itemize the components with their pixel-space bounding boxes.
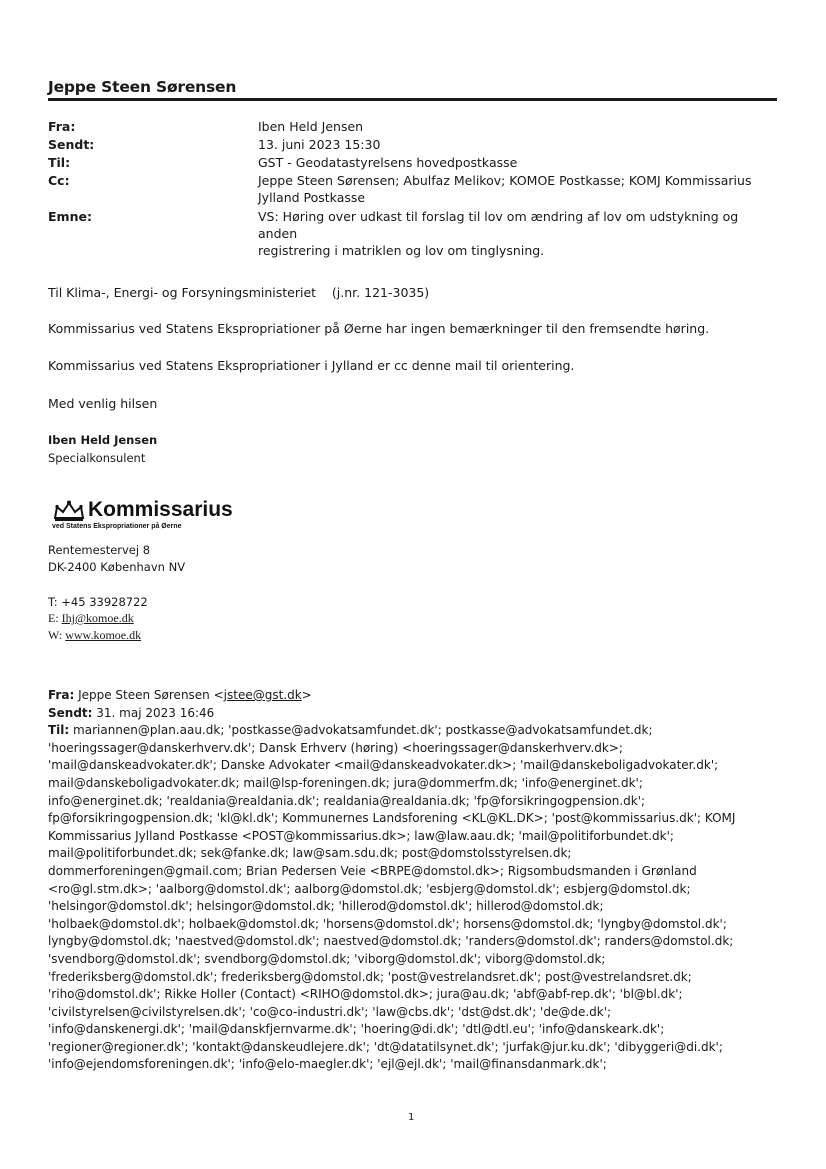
recipient-line: lyngby@domstol.dk; 'naestved@domstol.dk'; naestved@domstol.dk; 'randers@domstol.dk'; randers@domstol.dk; xyxy=(48,934,734,949)
recipient-line: 'riho@domstol.dk'; Rikke Holler (Contact) <RIHO@domstol.dk>; jura@au.dk; 'abf@abf-rep.dk'; 'bl@bl.dk'; xyxy=(48,987,683,1002)
recipient-line: 'frederiksberg@domstol.dk'; frederiksberg@domstol.dk; 'post@vestrelandsret.dk'; post@vestrelandsret.dk; xyxy=(48,969,692,984)
sender-name: Jeppe Steen Sørensen xyxy=(48,78,237,96)
web-link[interactable]: www.komoe.dk xyxy=(65,628,142,642)
subject-value xyxy=(258,208,778,259)
recipient-line: mail@politiforbundet.dk; sek@fanke.dk; law@sam.sdu.dk; post@domstolsstyrelsen.dk; xyxy=(48,846,572,861)
fwd-to-label: Til: xyxy=(48,723,70,738)
recipient-line: 'regioner@regioner.dk'; 'kontakt@danskeudlejere.dk'; 'dt@datatilsynet.dk'; 'jurfak@jur.ku.dk'; 'dibyggeri@di.dk'; xyxy=(48,1039,723,1054)
recipient-line: 'helsingor@domstol.dk'; helsingor@domstol.dk; 'hillerod@domstol.dk'; hillerod@domstol.dk; xyxy=(48,899,604,914)
recipient-line: mail@danskeboligadvokater.dk; mail@lsp-foreningen.dk; jura@dommerfm.dk; 'info@energinet.dk'; xyxy=(48,775,643,790)
web-line xyxy=(48,627,141,644)
body-paragraph-2: Kommissarius ved Statens Ekspropriationer i Jylland er cc denne mail til orientering. xyxy=(48,358,575,373)
recipient-line: 'mail@danskeadvokater.dk'; Danske Advokater <mail@danskeadvokater.dk>; 'mail@danskeboligadvokater.dk'; xyxy=(48,758,719,773)
recipient-line: <ro@gl.stm.dk>; 'aalborg@domstol.dk'; aalborg@domstol.dk; 'esbjerg@domstol.dk'; esbjerg@domstol.dk; xyxy=(48,881,691,896)
cc-row xyxy=(48,172,778,206)
closing-line: Med venlig hilsen xyxy=(48,396,158,411)
to-row xyxy=(48,154,778,171)
sent-row xyxy=(48,136,778,153)
recipient-text: mariannen@plan.aau.dk; 'postkasse@advokatsamfundet.dk'; postkasse@advokatsamfundet.dk; xyxy=(69,723,653,738)
subject-row xyxy=(48,208,778,258)
from-row xyxy=(48,118,778,135)
cc-value xyxy=(258,172,778,206)
recipient-line: Kommissarius Jylland Postkasse <POST@kommissarius.dk>; law@law.aau.dk; 'mail@politiforbundet.dk'; xyxy=(48,828,674,843)
addressee-line: Til Klima-, Energi- og Forsyningsministeriet (j.nr. 121-3035) xyxy=(48,285,430,300)
recipient-line: 'civilstyrelsen@civilstyrelsen.dk'; 'co@co-industri.dk'; 'law@cbs.dk'; 'dst@dst.dk'; 'de@de.dk'; xyxy=(48,1004,612,1019)
fwd-sent-value: 31. maj 2023 16:46 xyxy=(92,705,215,720)
address-street: Rentemestervej 8 xyxy=(48,543,151,557)
from-value: Iben Held Jensen xyxy=(258,119,364,134)
page-number: 1 xyxy=(408,1112,415,1123)
web-prefix: W: xyxy=(48,628,66,642)
fwd-from-email[interactable]: jstee@gst.dk xyxy=(223,688,302,702)
recipient-line: 'holbaek@domstol.dk'; holbaek@domstol.dk; 'horsens@domstol.dk'; horsens@domstol.dk; 'lyngby@domstol.dk'; xyxy=(48,916,727,931)
cc-line-1: Jeppe Steen Sørensen; Abulfaz Melikov; KOMOE Postkasse; KOMJ Kommissarius xyxy=(258,173,752,188)
body-paragraph-1: Kommissarius ved Statens Ekspropriationer på Øerne har ingen bemærkninger til den fremsendte høring. xyxy=(48,321,710,336)
from-label: Fra: xyxy=(48,119,76,134)
email-line xyxy=(48,610,134,627)
phone-line: T: +45 33928722 xyxy=(48,595,148,609)
subject-label: Emne: xyxy=(48,209,92,224)
cc-line-2: Jylland Postkasse xyxy=(258,190,366,205)
sent-value: 13. juni 2023 15:30 xyxy=(258,137,381,152)
email-link[interactable]: Ihj@komoe.dk xyxy=(61,611,134,625)
crown-icon xyxy=(52,500,86,522)
subject-line-1: VS: Høring over udkast til forslag til lov om ændring af lov om udstykning og anden xyxy=(258,209,739,241)
recipient-line: 'info@ejendomsforeningen.dk'; 'info@elo-maegler.dk'; 'ejl@ejl.dk'; 'mail@finansdanmark.dk'; xyxy=(48,1057,607,1072)
recipient-line: dommerforeningen@gmail.com; Brian Pedersen Veie <BRPE@domstol.dk>; Rigsombudsmanden i Grønland xyxy=(48,863,697,878)
fwd-from-label: Fra: xyxy=(48,688,75,702)
logo-wordmark: Kommissarius xyxy=(88,498,233,521)
recipient-line: 'hoeringssager@danskerhverv.dk'; Dansk Erhverv (høring) <hoeringssager@danskerhverv.dk>; xyxy=(48,740,623,755)
fwd-sent-line xyxy=(48,705,778,723)
sent-label: Sendt: xyxy=(48,137,95,152)
logo-subtitle: ved Statens Ekspropriationer på Øerne xyxy=(52,523,182,530)
kommissarius-logo xyxy=(48,500,288,536)
header-divider xyxy=(48,98,777,101)
fwd-to-block xyxy=(48,722,778,1074)
recipient-line: 'svendborg@domstol.dk'; svendborg@domstol.dk; 'viborg@domstol.dk'; viborg@domstol.dk; xyxy=(48,951,606,966)
fwd-sent-label: Sendt: xyxy=(48,705,93,720)
recipient-line: 'info@danskenergi.dk'; 'mail@danskfjernvarme.dk'; 'hoering@di.dk'; 'dtl@dtl.eu'; 'info@danskeark.dk'; xyxy=(48,1022,665,1037)
recipient-line xyxy=(48,722,778,740)
fwd-from-name: Jeppe Steen Sørensen < xyxy=(74,688,224,702)
address-city: DK-2400 København NV xyxy=(48,560,186,574)
subject-line-2: registrering i matriklen og lov om tinglysning. xyxy=(258,243,545,258)
signature-name: Iben Held Jensen xyxy=(48,433,158,447)
fwd-from-line xyxy=(48,687,778,705)
signature-title: Specialkonsulent xyxy=(48,451,146,465)
forwarded-header xyxy=(48,687,778,1074)
to-label: Til: xyxy=(48,155,71,170)
recipient-line: fp@forsikringogpension.dk; 'kl@kl.dk'; Kommunernes Landsforening <KL@KL.DK>; 'post@kommissarius.dk'; KOMJ xyxy=(48,811,736,826)
cc-label: Cc: xyxy=(48,173,70,188)
fwd-from-close: > xyxy=(301,688,312,702)
recipient-line: info@energinet.dk; 'realdania@realdania.dk'; realdania@realdania.dk; 'fp@forsikringogpension.dk'; xyxy=(48,793,646,808)
to-value: GST - Geodatastyrelsens hovedpostkasse xyxy=(258,155,518,170)
email-prefix: E: xyxy=(48,611,62,625)
